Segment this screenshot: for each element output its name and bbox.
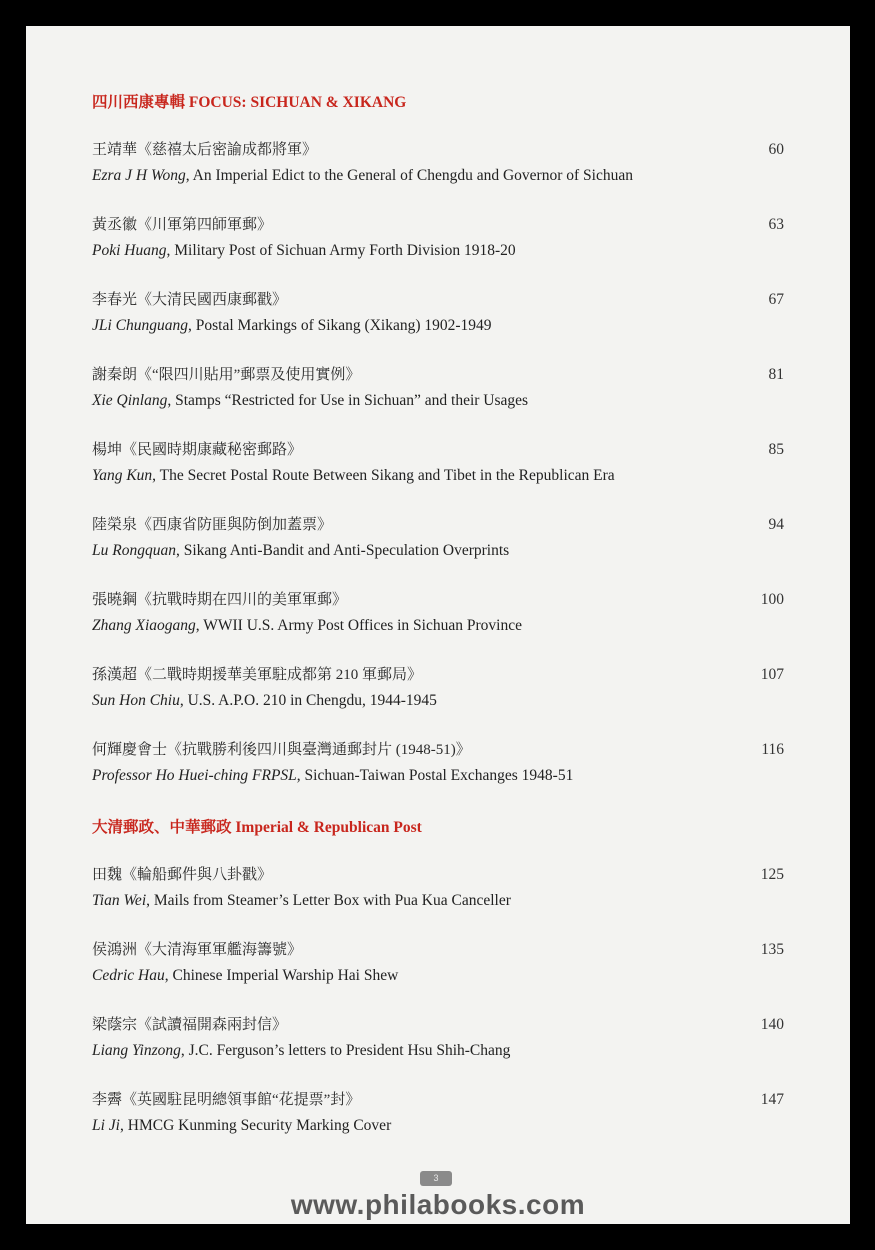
page-number-tab: 3 xyxy=(420,1171,452,1186)
entry-title: , Chinese Imperial Warship Hai Shew xyxy=(164,967,399,984)
entry-title-cn: 何輝慶會士《抗戰勝利後四川與臺灣通郵封片 (1948-51)》 xyxy=(92,742,471,758)
entry-title: , U.S. A.P.O. 210 in Chengdu, 1944-1945 xyxy=(179,692,437,709)
entry-title-cn: 黃丞徽《川軍第四師軍郵》 xyxy=(92,217,273,233)
toc-entry[interactable] xyxy=(92,364,784,412)
entry-title-en xyxy=(92,615,784,637)
entry-title: , Military Post of Sichuan Army Forth Division 1918-20 xyxy=(166,242,516,259)
section-heading-imperial: 大清郵政、中華郵政 Imperial & Republican Post xyxy=(92,819,422,836)
toc-entry[interactable] xyxy=(92,514,784,562)
entry-title: , WWII U.S. Army Post Offices in Sichuan Province xyxy=(195,617,522,634)
entry-title-cn: 孫漢超《二戰時期援華美軍駐成都第 210 軍郵局》 xyxy=(92,667,423,683)
toc-entry[interactable] xyxy=(92,739,784,787)
entry-title: , An Imperial Edict to the General of Chengdu and Governor of Sichuan xyxy=(185,167,633,184)
toc-entry[interactable] xyxy=(92,664,784,712)
entry-title-en xyxy=(92,1115,784,1137)
entry-title-cn: 陸榮泉《西康省防匪與防倒加蓋票》 xyxy=(92,517,333,533)
entry-title-cn: 田魏《輪船郵件與八卦戳》 xyxy=(92,867,273,883)
toc-entry[interactable] xyxy=(92,864,784,912)
entry-title-en xyxy=(92,315,784,337)
entry-title: , Mails from Steamer’s Letter Box with Pua Kua Canceller xyxy=(146,892,511,909)
toc-page xyxy=(26,26,850,1224)
entry-author: Professor Ho Huei-ching FRPSL xyxy=(92,767,297,784)
entry-title: , The Secret Postal Route Between Sikang and Tibet in the Republican Era xyxy=(152,467,615,484)
section-heading-sichuan: 四川西康專輯 FOCUS: SICHUAN & XIKANG xyxy=(92,94,407,111)
entry-page-number: 81 xyxy=(768,366,784,383)
entry-page-number: 100 xyxy=(760,591,784,608)
entry-author: Cedric Hau xyxy=(92,967,165,984)
entry-title-en xyxy=(92,465,784,487)
entry-title-en xyxy=(92,390,784,412)
entry-title-en xyxy=(92,540,784,562)
entry-author: Xie Qinlang xyxy=(92,392,168,409)
entry-title-cn: 侯鴻洲《大清海軍軍艦海籌號》 xyxy=(92,942,303,958)
entry-title-cn: 李霽《英國駐昆明總領事館“花提票”封》 xyxy=(92,1092,361,1108)
toc-entry[interactable] xyxy=(92,589,784,637)
entry-page-number: 85 xyxy=(768,441,784,458)
entry-author: Poki Huang xyxy=(92,242,167,259)
entry-author: Li Ji xyxy=(92,1117,120,1134)
entry-title: , HMCG Kunming Security Marking Cover xyxy=(120,1117,392,1134)
toc-entry[interactable] xyxy=(92,439,784,487)
entry-title: , Stamps “Restricted for Use in Sichuan” and their Usages xyxy=(167,392,529,409)
entry-title-en xyxy=(92,765,784,787)
entry-page-number: 125 xyxy=(760,866,784,883)
toc-entry[interactable] xyxy=(92,939,784,987)
entry-title-en xyxy=(92,165,784,187)
entry-title-cn: 梁蔭宗《試讀福開森兩封信》 xyxy=(92,1017,288,1033)
entry-author: Liang Yinzong xyxy=(92,1042,181,1059)
entry-author: Ezra J H Wong xyxy=(92,167,186,184)
entry-title-cn: 楊坤《民國時期康藏秘密郵路》 xyxy=(92,442,303,458)
entry-author: Sun Hon Chiu xyxy=(92,692,180,709)
entry-author: Zhang Xiaogang xyxy=(92,617,196,634)
entry-page-number: 135 xyxy=(760,941,784,958)
entry-title-cn: 王靖華《慈禧太后密諭成都將軍》 xyxy=(92,142,318,158)
toc-entry[interactable] xyxy=(92,139,784,187)
entry-page-number: 63 xyxy=(768,216,784,233)
entry-title-en xyxy=(92,890,784,912)
entry-author: Yang Kun xyxy=(92,467,153,484)
entry-author: Tian Wei xyxy=(92,892,147,909)
entry-title: , Postal Markings of Sikang (Xikang) 1902-1949 xyxy=(188,317,492,334)
toc-entry[interactable] xyxy=(92,1089,784,1137)
entry-page-number: 67 xyxy=(768,291,784,308)
toc-entry[interactable] xyxy=(92,1014,784,1062)
entry-title-en xyxy=(92,1040,784,1062)
entry-page-number: 107 xyxy=(760,666,784,683)
entry-title: , J.C. Ferguson’s letters to President Hsu Shih-Chang xyxy=(180,1042,511,1059)
entry-title: , Sichuan-Taiwan Postal Exchanges 1948-51 xyxy=(296,767,574,784)
toc-entry[interactable] xyxy=(92,289,784,337)
entry-page-number: 60 xyxy=(768,141,784,158)
entry-page-number: 116 xyxy=(761,741,784,758)
entry-author: JLi Chunguang xyxy=(92,317,189,334)
entry-title-cn: 謝秦朗《“限四川貼用”郵票及使用實例》 xyxy=(92,367,361,383)
entry-title-en xyxy=(92,240,784,262)
toc-entry[interactable] xyxy=(92,214,784,262)
entry-page-number: 147 xyxy=(760,1091,784,1108)
entry-title-en xyxy=(92,690,784,712)
entry-title: , Sikang Anti-Bandit and Anti-Speculation Overprints xyxy=(175,542,510,559)
entry-title-en xyxy=(92,965,784,987)
entry-page-number: 94 xyxy=(768,516,784,533)
entry-title-cn: 李春光《大清民國西康郵戳》 xyxy=(92,292,288,308)
watermark: www.philabooks.com xyxy=(290,1189,586,1220)
entry-author: Lu Rongquan xyxy=(92,542,176,559)
entry-page-number: 140 xyxy=(760,1016,784,1033)
entry-title-cn: 張曉鋼《抗戰時期在四川的美軍軍郵》 xyxy=(92,592,348,608)
